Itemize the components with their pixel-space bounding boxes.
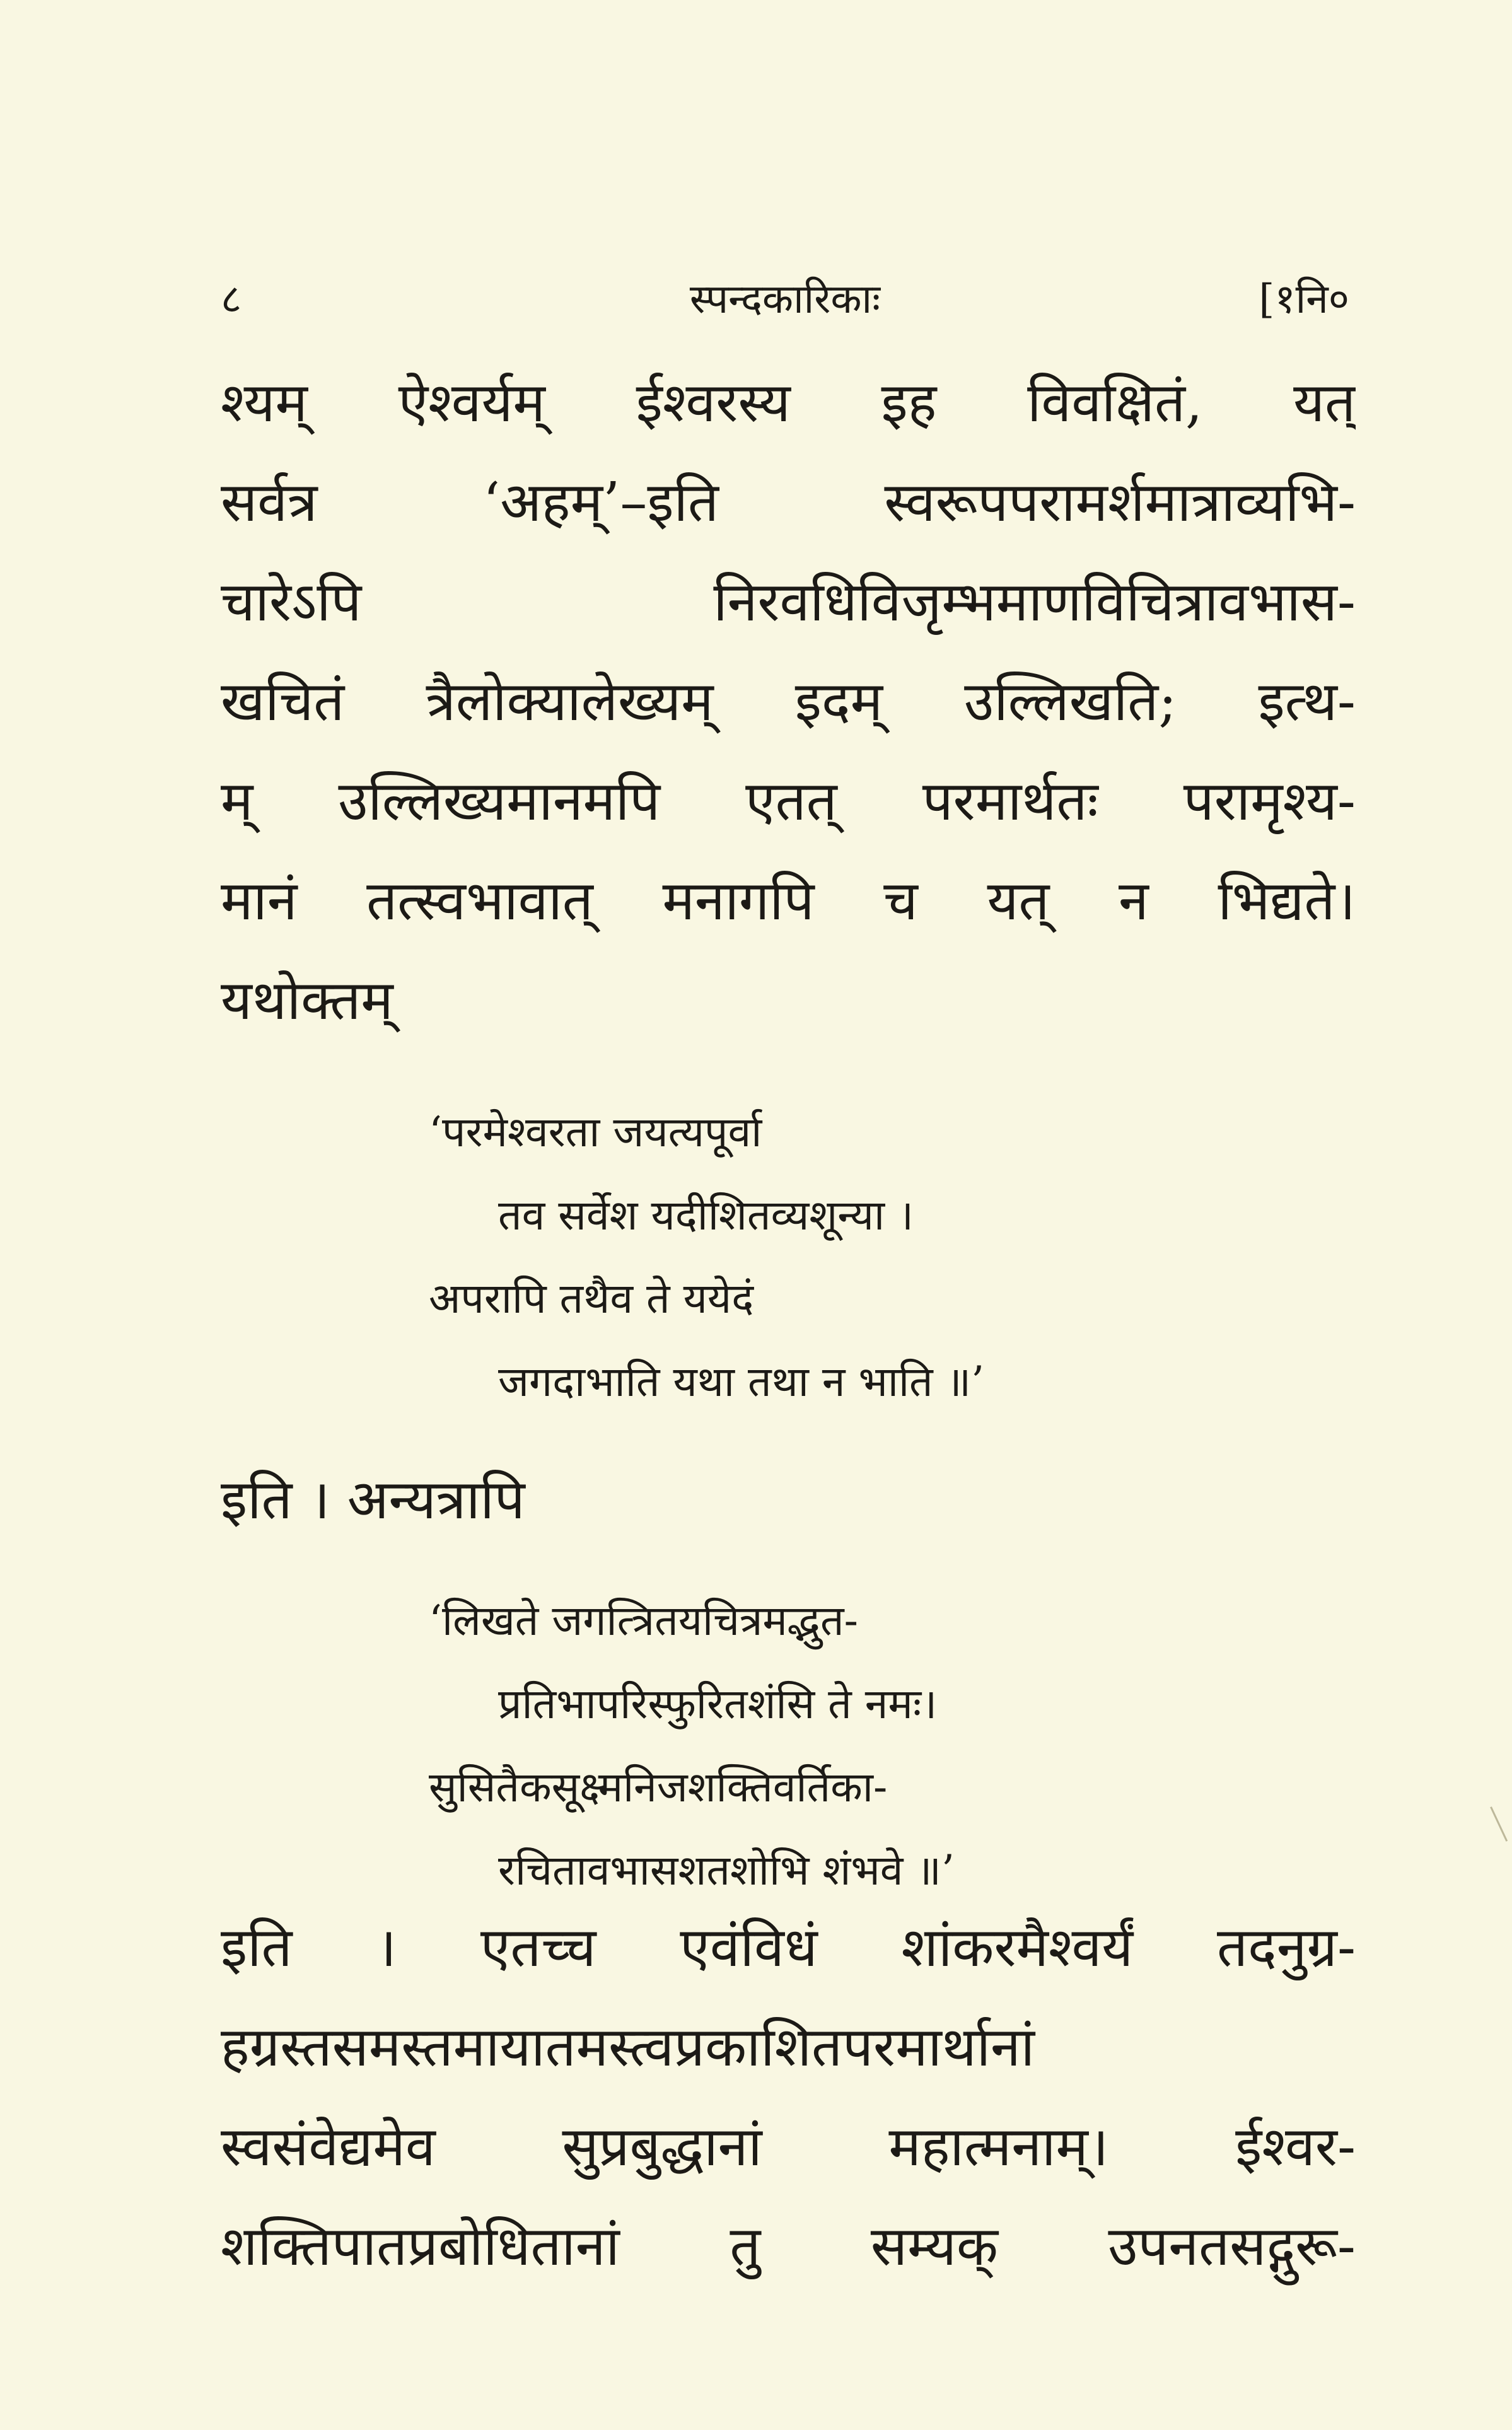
text-line: खचितं त्रैलोक्यालेख्यम् इदम् उल्लिखति; इत्थ-	[221, 670, 1356, 733]
text-line: हग्रस्तसमस्तमायातमस्त्वप्रकाशितपरमार्थानां	[221, 2016, 1035, 2079]
text-line: इति । अन्यत्रापि	[221, 1468, 525, 1532]
section-reference: [१नि०	[1259, 276, 1349, 323]
text-line: स्वसंवेद्यमेव सुप्रबुद्धानां महात्मनाम्। ईश्वर-	[221, 2115, 1356, 2178]
text-line: इति । एतच्च एवंविधं शांकरमैश्वर्यं तदनुग्र-	[221, 1916, 1356, 1979]
paper-edge-mark	[1490, 1803, 1512, 1842]
verse-line: जगदाभाति यथा तथा न भाति ॥’	[498, 1357, 985, 1406]
text-line: म् उल्लिख्यमानमपि एतत् परमार्थतः परामृश्य-	[221, 770, 1356, 833]
paragraph-3	[221, 1898, 1356, 2296]
verse-quotation-1	[429, 1091, 984, 1424]
page-number: ८	[221, 276, 242, 323]
verse-line: रचितावभासशतशोभि शंभवे ॥’	[498, 1846, 955, 1895]
verse-quotation-2	[429, 1579, 955, 1912]
verse-line: प्रतिभापरिस्फुरितशंसि ते नमः।	[498, 1680, 938, 1728]
verse-line: ‘लिखते जगत्त्रितयचित्रमद्भुत-	[429, 1596, 858, 1645]
verse-line: ‘परमेश्वरता जयत्यपूर्वा	[429, 1108, 762, 1156]
text-line: यथोक्तम्	[221, 969, 393, 1032]
text-line: श्यम् ऐश्वर्यम् ईश्वरस्य इह विवक्षितं, यत्	[221, 371, 1356, 434]
text-line: चारेऽपि निरवधिविजृम्भमाणविचित्रावभास-	[221, 571, 1356, 634]
verse-line: अपरापि तथैव ते ययेदं	[429, 1274, 754, 1323]
text-line: शक्तिपातप्रबोधितानां तु सम्यक् उपनतसद्गुरू-	[221, 2215, 1356, 2278]
verse-line: तव सर्वेश यदीशितव्यशून्या ।	[498, 1191, 914, 1240]
running-title: स्पन्दकारिकाः	[689, 276, 881, 323]
paragraph-2	[221, 1450, 1356, 1550]
paragraph-1	[221, 353, 1356, 1050]
page-header	[221, 265, 1349, 334]
text-line: सर्वत्र ‘अहम्’–इति स्वरूपपरामर्शमात्राव्यभि-	[221, 471, 1356, 534]
verse-line: सुसितैकसूक्ष्मनिजशक्तिवर्तिका-	[429, 1763, 888, 1811]
text-line: मानं तत्स्वभावात् मनागपि च यत् न भिद्यते।	[221, 869, 1356, 933]
